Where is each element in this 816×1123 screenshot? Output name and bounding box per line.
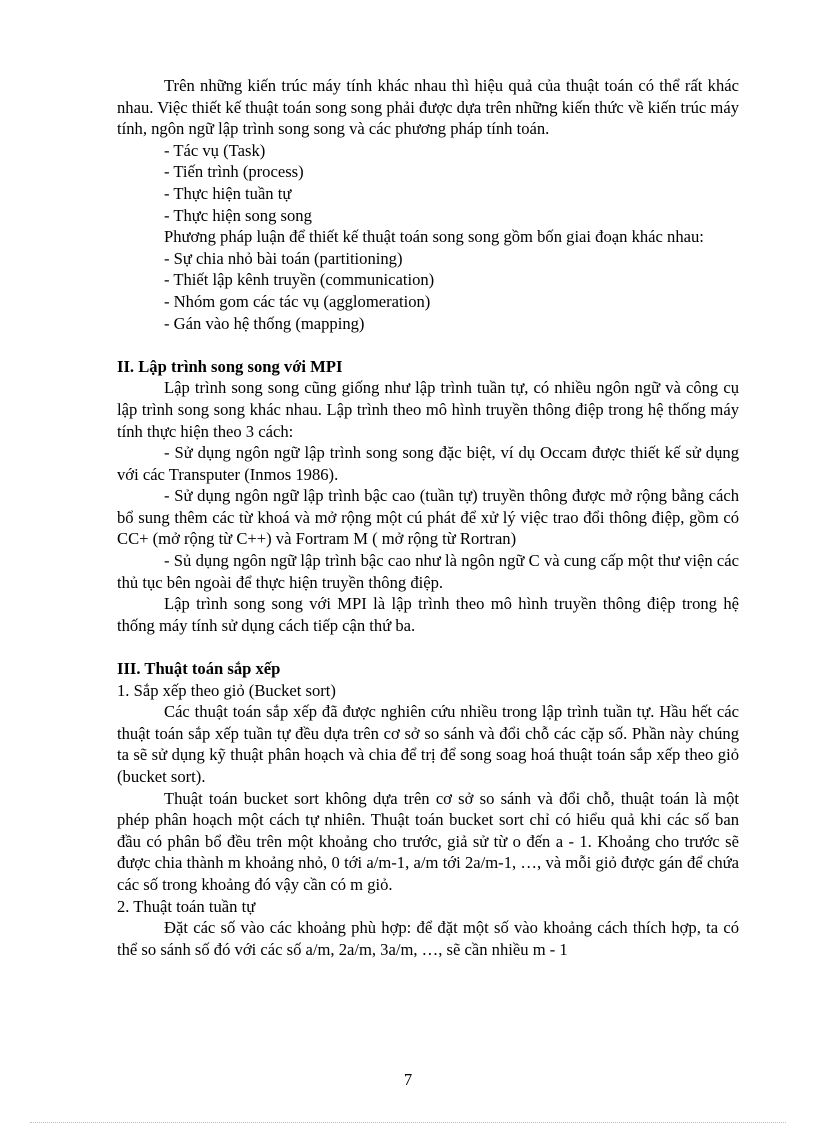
paragraph: Lập trình song song cũng giống như lập trình tuần tự, có nhiều ngôn ngữ và công cụ lập trình song song khác nhau. Lập trình theo mô hình truyền thông điệp trong hệ thống máy tính thực hiện theo 3 cách: (117, 378, 739, 441)
list-item: - Thực hiện tuần tự (164, 183, 292, 203)
method-paragraph: Phương pháp luận để thiết kế thuật toán song song gồm bốn giai đoạn khác nhau: (164, 227, 704, 247)
section-heading-sorting: III. Thuật toán sắp xếp (117, 659, 281, 679)
list-item: - Gán vào hệ thống (mapping) (164, 313, 365, 333)
page-number: 7 (403, 1070, 413, 1089)
bullet-paragraph: - Sử dụng ngôn ngữ lập trình bậc cao (tuần tự) truyền thông được mở rộng bằng cách bổ sung thêm các từ khoá và mở rộng một cú phát để xử lý việc trao đổi thông điệp, gồm có CC+ (mở rộng từ C++) và Fortram M ( mở rộng từ Rortran) (117, 486, 739, 549)
paragraph: Các thuật toán sắp xếp đã được nghiên cứu nhiều trong lập trình tuần tự. Hầu hết các thuật toán sắp xếp tuần tự đều dựa trên cơ sở so sánh và đổi chỗ các cặp số. Phần này chúng ta sẽ sử dụng kỹ thuật phân hoạch và chia để trị để song soag hoá thuật toán sắp xếp theo giỏ (bucket sort). (117, 702, 739, 786)
section-heading-mpi: II. Lập trình song song với MPI (117, 356, 343, 376)
list-item: - Thực hiện song song (164, 205, 312, 225)
bullet-paragraph: - Sủ dụng ngôn ngữ lập trình bậc cao như là ngôn ngữ C và cung cấp một thư viện các thủ tục bên ngoài để thực hiện truyền thông điệp. (117, 551, 739, 592)
bullet-paragraph: - Sử dụng ngôn ngữ lập trình song song đặc biệt, ví dụ Occam được thiết kế sử dụng với các Transputer (Inmos 1986). (117, 443, 739, 484)
spacer (117, 636, 739, 658)
subheading: 1. Sắp xếp theo giỏ (Bucket sort) (117, 680, 336, 700)
list-item: - Nhóm gom các tác vụ (agglomeration) (164, 291, 431, 311)
list-item: - Sự chia nhỏ bài toán (partitioning) (164, 248, 403, 268)
document-body (117, 75, 739, 960)
paragraph: Thuật toán bucket sort không dựa trên cơ sở so sánh và đổi chỗ, thuật toán là một phép phân hoạch một cách tự nhiên. Thuật toán bucket sort chỉ có hiểu quả khi các số ban đầu có phân bổ đều trên một khoảng cho trước, giả sử từ o đến a - 1. Khoảng cho trước sẽ được chia thành m khoảng nhỏ, 0 tới a/m-1, a/m tới 2a/m-1, …, và mỗi giỏ được gán để chứa các số trong khoảng đó vậy cần có m giỏ. (117, 788, 739, 894)
subheading: 2. Thuật toán tuần tự (117, 896, 256, 916)
list-item: - Tác vụ (Task) (164, 140, 266, 160)
intro-paragraph: Trên những kiến trúc máy tính khác nhau thì hiệu quả của thuật toán có thể rất khác nhau. Việc thiết kế thuật toán song song phải được dựa trên những kiến thức về kiến trúc máy tính, ngôn ngữ lập trình song song và các phương pháp tính toán. (117, 76, 739, 139)
list-item: - Thiết lập kênh truyền (communication) (164, 270, 435, 290)
spacer (117, 334, 739, 356)
list-item: - Tiến trình (process) (164, 162, 304, 182)
paragraph: Đặt các số vào các khoảng phù hợp: để đặt một số vào khoảng cách thích hợp, ta có thể so sánh số đó với các số a/m, 2a/m, 3a/m, …, sẽ cần nhiều m - 1 (117, 918, 739, 959)
paragraph: Lập trình song song với MPI là lập trình theo mô hình truyền thông điệp trong hệ thống máy tính sử dụng cách tiếp cận thứ ba. (117, 594, 739, 635)
